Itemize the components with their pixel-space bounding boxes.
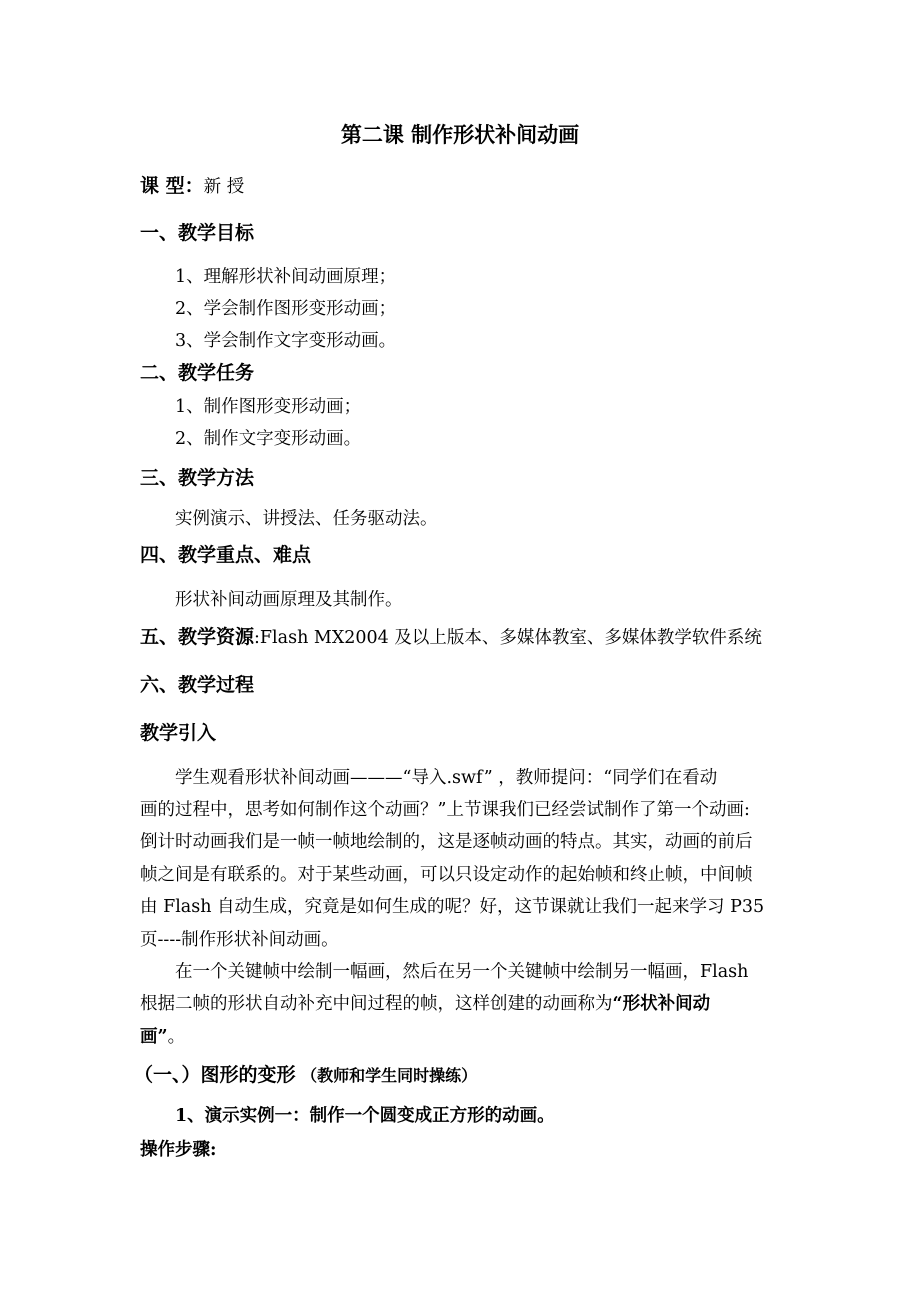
paragraph-line: 页----制作形状补间动画。 (140, 930, 339, 950)
text: 根据二帧的形状自动补充中间过程的帧，这样创建的动画称为 (140, 994, 613, 1014)
section-heading-methods: 三、教学方法 (140, 467, 255, 489)
paragraph-line: 倒计时动画我们是一帧一帧地绘制的，这是逐帧动画的特点。其实，动画的前后 (140, 832, 753, 852)
paragraph-line: 由 Flash 自动生成，究竟是如何生成的呢？好，这节课就让我们一起来学习 P35 (140, 897, 765, 917)
example-title: 1、演示实例一：制作一个圆变成正方形的动画。 (175, 1106, 555, 1126)
paragraph-line: 学生观看形状补间动画———“导入.swf” ，教师提问：“同学们在看动 (175, 768, 718, 788)
term-emphasis: 画” (140, 1027, 168, 1047)
section-heading-key-points: 四、教学重点、难点 (140, 544, 312, 566)
paragraph-line (140, 1026, 185, 1048)
part-note: （教师和学生同时操练） (301, 1066, 478, 1085)
list-item: 1、理解形状补间动画原理； (175, 267, 397, 287)
term-emphasis: “形状补间动 (612, 994, 711, 1014)
text: 。 (167, 1027, 186, 1047)
lesson-type-value: 新 授 (203, 177, 245, 197)
section-heading-objectives: 一、教学目标 (140, 222, 255, 244)
list-item: 2、制作文字变形动画。 (175, 429, 362, 449)
intro-heading: 教学引入 (140, 722, 217, 744)
section-text: :Flash MX2004 及以上版本、多媒体教室、多媒体教学软件系统 (254, 628, 762, 648)
list-item: 1、制作图形变形动画； (175, 397, 362, 417)
section-heading-resources: 五、教学资源 (140, 626, 255, 648)
section-text: 形状补间动画原理及其制作。 (175, 590, 403, 610)
section-heading-process: 六、教学过程 (140, 674, 255, 696)
paragraph-line: 帧之间是有联系的。对于某些动画，可以只设定动作的起始帧和终止帧，中间帧 (140, 865, 753, 885)
lesson-type-label: 课 型： (140, 175, 204, 197)
list-item: 3、学会制作文字变形动画。 (175, 331, 397, 351)
section-heading-tasks: 二、教学任务 (140, 362, 255, 384)
paragraph-line: 画的过程中，思考如何制作这个动画？”上节课我们已经尝试制作了第一个动画: (140, 800, 750, 820)
steps-label: 操作步骤: (140, 1140, 217, 1160)
section-resources (140, 626, 762, 649)
list-item: 2、学会制作图形变形动画； (175, 299, 397, 319)
page-title: 第二课 制作形状补间动画 (340, 123, 580, 147)
lesson-type (140, 175, 244, 198)
part-title: （一、）图形的变形 (134, 1064, 296, 1086)
paragraph-line: 在一个关键帧中绘制一幅画，然后在另一个关键帧中绘制另一幅画，Flash (175, 962, 749, 982)
part-heading (134, 1064, 477, 1087)
paragraph-line (140, 993, 710, 1015)
section-text: 实例演示、讲授法、任务驱动法。 (175, 509, 438, 529)
